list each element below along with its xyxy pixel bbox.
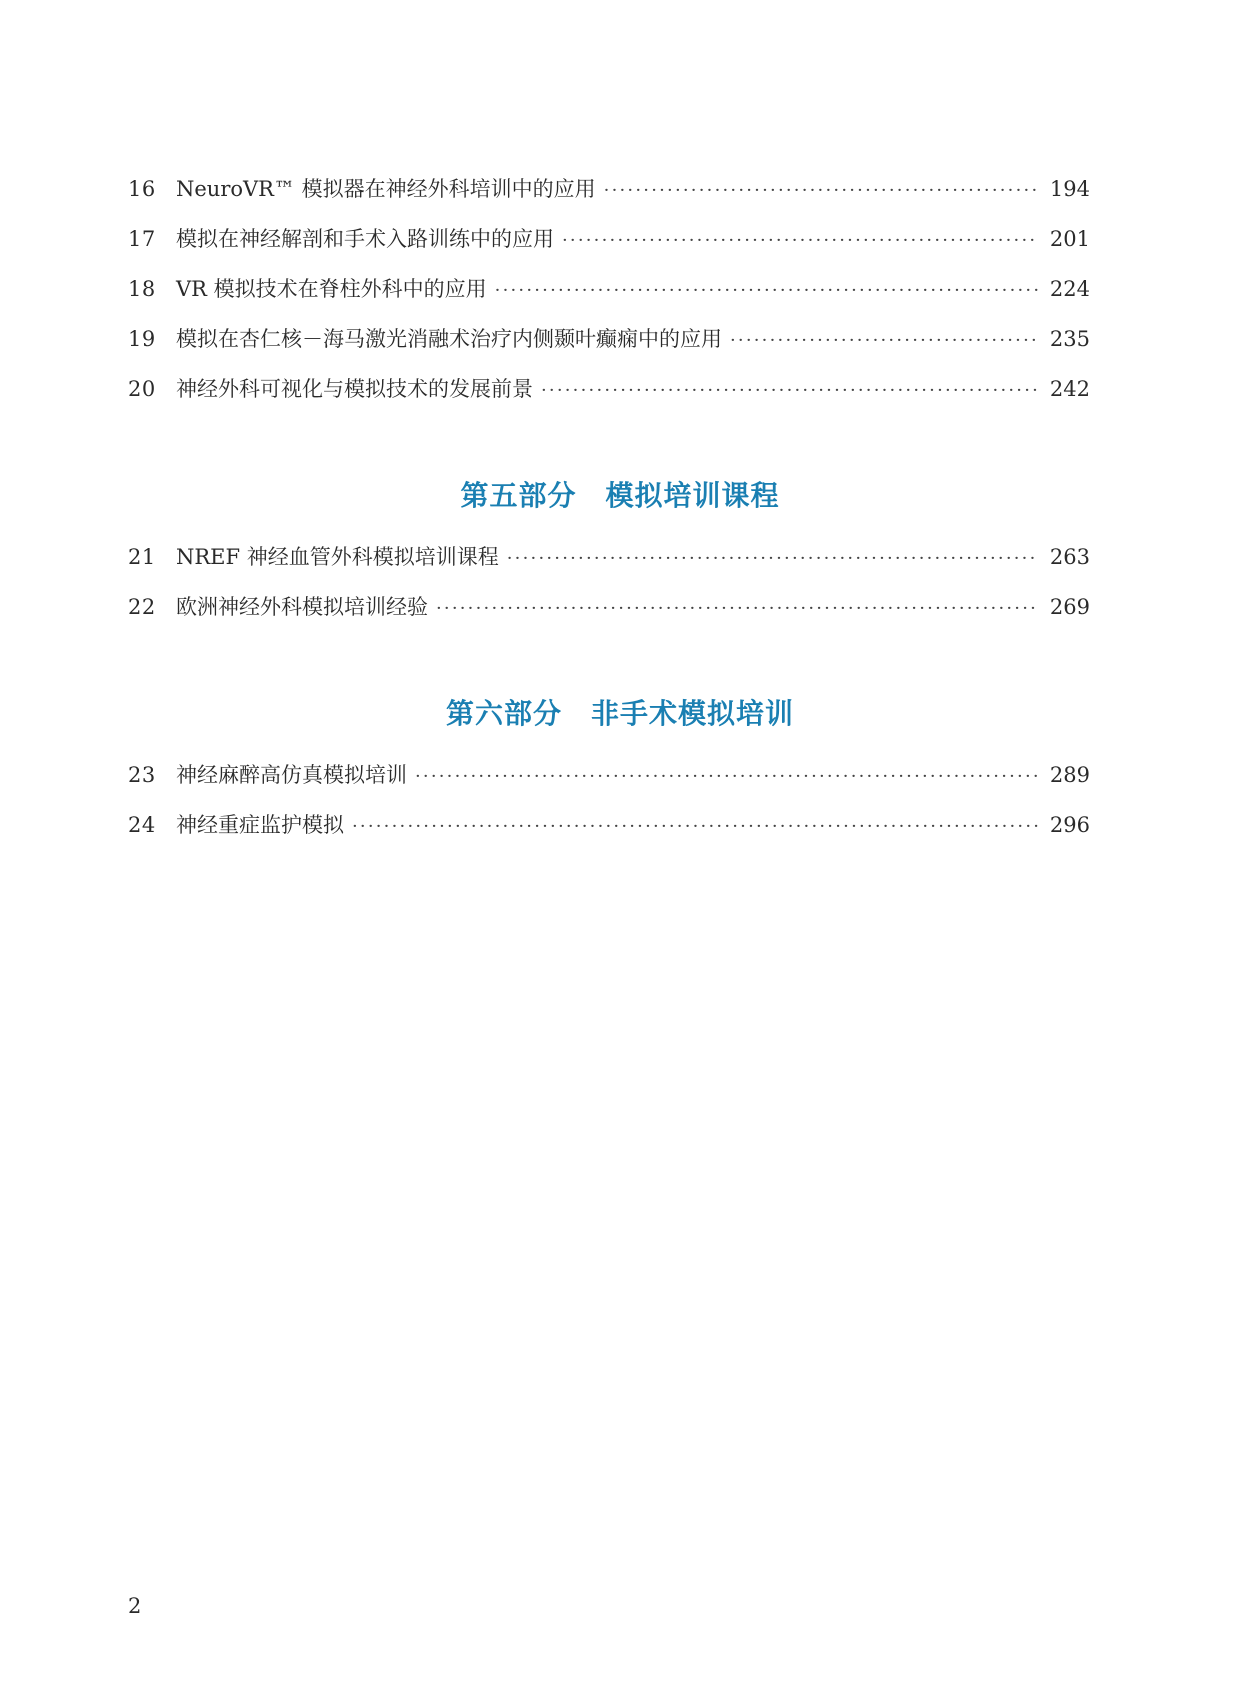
entry-title: 神经外科可视化与模拟技术的发展前景 xyxy=(176,377,533,401)
dot-leader xyxy=(495,266,1038,316)
entry-page: 201 xyxy=(1049,227,1090,251)
entry-title: 模拟在神经解剖和手术入路训练中的应用 xyxy=(176,227,554,251)
toc-entry[interactable] xyxy=(128,532,1090,582)
dot-leader xyxy=(352,802,1038,852)
toc-entry[interactable] xyxy=(128,164,1090,214)
entry-title: NREF 神经血管外科模拟培训课程 xyxy=(176,545,499,569)
entry-page: 289 xyxy=(1049,763,1090,787)
part-six-heading: 第六部分 非手术模拟培训 xyxy=(445,697,794,730)
dot-leader xyxy=(436,584,1038,634)
toc-entry[interactable] xyxy=(128,314,1090,364)
entry-title: 模拟在杏仁核－海马激光消融术治疗内侧颞叶癫痫中的应用 xyxy=(176,327,722,351)
entry-number: 24 xyxy=(128,813,156,837)
entry-number: 23 xyxy=(128,763,156,787)
toc-group-part-six xyxy=(128,750,1090,850)
dot-leader xyxy=(604,166,1038,216)
entry-page: 269 xyxy=(1049,595,1090,619)
entry-number: 17 xyxy=(128,227,156,251)
entry-page: 224 xyxy=(1049,277,1090,301)
entry-number: 21 xyxy=(128,545,156,569)
toc-entry[interactable] xyxy=(128,364,1090,414)
dot-leader xyxy=(730,316,1038,366)
dot-leader xyxy=(507,534,1038,584)
entry-title: NeuroVR™ 模拟器在神经外科培训中的应用 xyxy=(176,177,596,201)
entry-title: 神经重症监护模拟 xyxy=(176,813,344,837)
toc-entry[interactable] xyxy=(128,582,1090,632)
entry-page: 194 xyxy=(1049,177,1090,201)
entry-page: 235 xyxy=(1049,327,1090,351)
entry-title: VR 模拟技术在脊柱外科中的应用 xyxy=(176,277,487,301)
entry-number: 22 xyxy=(128,595,156,619)
entry-number: 18 xyxy=(128,277,156,301)
toc-entry[interactable] xyxy=(128,264,1090,314)
dot-leader xyxy=(541,366,1038,416)
part-five-heading: 第五部分 模拟培训课程 xyxy=(460,479,780,512)
toc-entry[interactable] xyxy=(128,214,1090,264)
entry-page: 242 xyxy=(1049,377,1090,401)
entry-number: 19 xyxy=(128,327,156,351)
entry-page: 296 xyxy=(1049,813,1090,837)
dot-leader xyxy=(415,752,1038,802)
toc-entry[interactable] xyxy=(128,750,1090,800)
entry-title: 欧洲神经外科模拟培训经验 xyxy=(176,595,428,619)
dot-leader xyxy=(562,216,1038,266)
toc-entry[interactable] xyxy=(128,800,1090,850)
page-number: 2 xyxy=(128,1594,142,1618)
entry-page: 263 xyxy=(1049,545,1090,569)
toc-group-continued xyxy=(128,164,1090,414)
toc-group-part-five xyxy=(128,532,1090,632)
entry-number: 16 xyxy=(128,177,156,201)
entry-number: 20 xyxy=(128,377,156,401)
entry-title: 神经麻醉高仿真模拟培训 xyxy=(176,763,407,787)
